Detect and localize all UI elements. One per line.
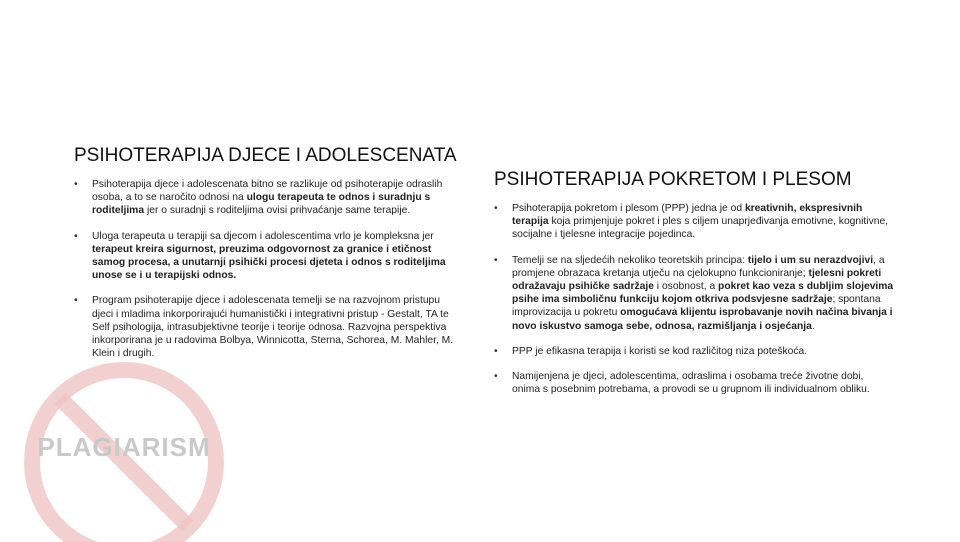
- bold-text: tijelo i um su nerazdvojivi: [747, 254, 874, 266]
- text-segment: PPP je efikasna terapija i koristi se kod različitog niza poteškoća.: [512, 345, 808, 357]
- plagiarism-watermark: [10, 352, 238, 542]
- bold-text: kreativnih, ekspresivnih terapija: [512, 203, 863, 228]
- text-segment: koja primjenjuje pokret i ples s ciljem unaprjeđivanja emotivne, kognitivne, socijalne i tjelesne integracije pojedinca.: [512, 216, 889, 241]
- bullet-item: [74, 178, 464, 218]
- text-segment: i osobnost, a: [653, 281, 719, 293]
- text-segment: .: [811, 320, 815, 332]
- bullet-item: [494, 370, 894, 396]
- bullet-item: [74, 294, 464, 360]
- bullet-item: [494, 254, 894, 333]
- watermark-text: PLAGIARISM: [37, 432, 211, 462]
- bullet-item: [74, 230, 464, 283]
- right-bullet-list: [494, 202, 894, 396]
- bold-text: terapeut kreira sigurnost, preuzima odgovornost za granice i etičnost samog procesa, a unutarnji psihički procesi djeteta i odnos s roditeljima unose se i u terapijski odnos.: [92, 243, 446, 282]
- left-bullet-list: [74, 178, 464, 360]
- text-segment: Psihoterapija djece i adolescenata bitno se razlikuje od psihoterapije odraslih osoba, a to se naročito odnosi na: [92, 179, 443, 204]
- text-segment: Namijenjena je djeci, adolescentima, odraslima i osobama treće životne dobi, onima s posebnim potrebama, a provodi se u grupnom ili individualnom obliku.: [512, 371, 870, 396]
- bold-text: pokret kao veza s dubljim slojevima psihe ima simboličnu funkciju kojom otkriva podsvjesne sadržaje: [512, 281, 894, 306]
- text-segment: Psihoterapija pokretom i plesom (PPP) jedna je od: [512, 203, 745, 214]
- left-title: PSIHOTERAPIJA DJECE I ADOLESCENATA: [74, 145, 457, 166]
- right-column: [494, 168, 894, 408]
- text-segment: jer o suradnji s roditeljima ovisi prihvaćanje same terapije.: [144, 205, 411, 217]
- right-title: PSIHOTERAPIJA POKRETOM I PLESOM: [494, 169, 852, 190]
- bold-text: tjelesni pokreti odražavaju psihičke sadržaje: [512, 267, 882, 293]
- text-segment: , a promjene obrazaca kretanja utječu na cjelokupno funkcioniranje;: [512, 254, 885, 279]
- text-segment: Uloga terapeuta u terapiji sa djecom i adolescentima vrlo je kompleksna jer: [92, 230, 434, 242]
- text-segment: Temelji se na sljedećih nekoliko teoretskih principa:: [512, 254, 748, 266]
- left-column: [74, 144, 464, 372]
- bullet-item: [494, 202, 894, 242]
- bold-text: omogućava klijentu isprobavanje novih načina bivanja i novo iskustvo samoga sebe, odnosa, razmišljanja i osjećanja: [512, 307, 893, 332]
- bold-text: ulogu terapeuta te odnos i suradnju s roditeljima: [92, 192, 431, 217]
- bullet-item: [494, 345, 894, 358]
- prohibition-slash: [60, 398, 188, 526]
- text-segment: Program psihoterapije djece i adolescenata temelji se na razvojnom pristupu djeci i mladima inkorporirajući humanistički i integrativni pristup - Gestalt, TA te Self psihologija, intrasubjektivne teorije i teorije odnosa. Razvojna perspektiva inkorporirana je u radovima Bolbya, Winnicotta, Sterna, Schorea, M. Mahler, M. Klein i drugih.: [92, 295, 454, 360]
- text-segment: ; spontana improvizacija u pokretu: [512, 294, 881, 319]
